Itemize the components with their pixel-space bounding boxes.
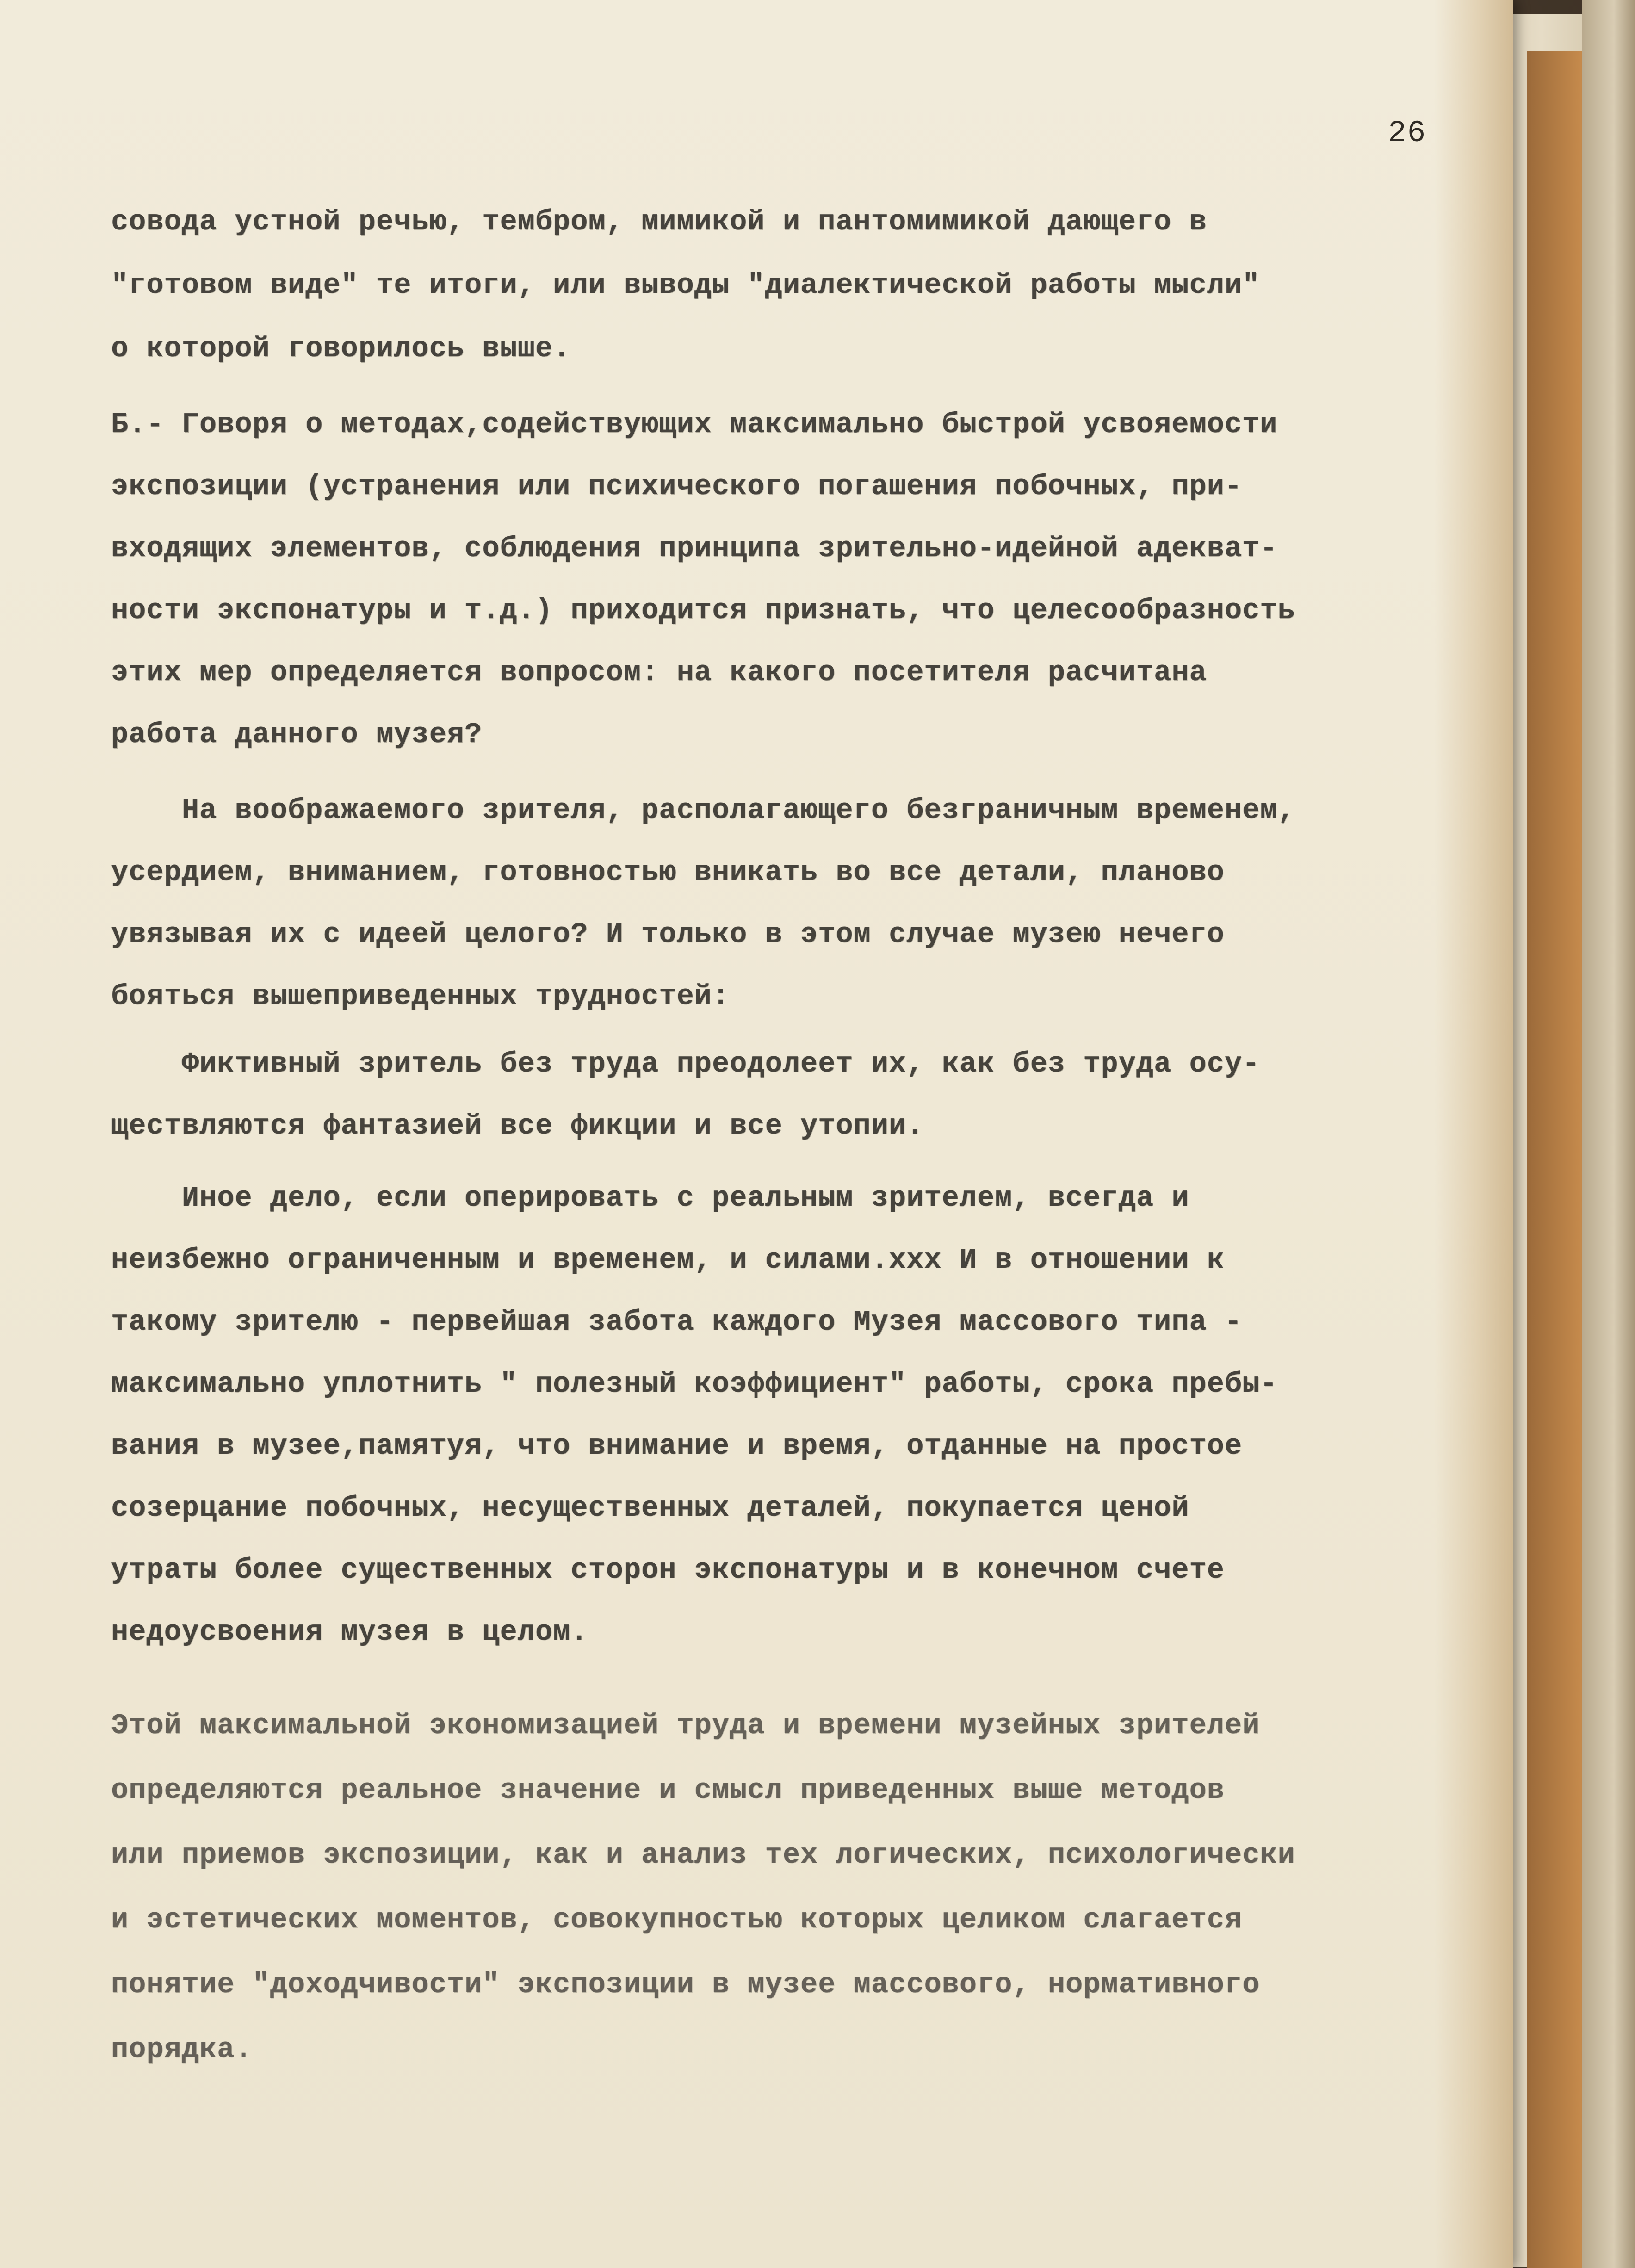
text-line: созерцание побочных, несущественных деталей, покупается ценой: [111, 1492, 1189, 1524]
text-line: или приемов экспозиции, как и анализ тех логических, психологически: [111, 1839, 1295, 1871]
sheet-worn-edge: [1434, 0, 1513, 2268]
text-line: такому зрителю - первейшая забота каждого Музея массового типа -: [111, 1306, 1243, 1338]
text-line: вания в музее,памятуя, что внимание и время, отданные на простое: [111, 1430, 1243, 1462]
text-line: усердием, вниманием, готовностью вникать во все детали, планово: [111, 856, 1225, 889]
text-line: работа данного музея?: [111, 718, 483, 751]
text-line: о которой говорилось выше.: [111, 332, 571, 365]
text-line: входящих элементов, соблюдения принципа зрительно-идейной адекват-: [111, 532, 1278, 565]
text-line: бояться вышеприведенных трудностей:: [111, 980, 730, 1013]
text-line: понятие "доходчивости" экспозиции в музее массового, нормативного: [111, 1968, 1260, 2001]
text-line: Фиктивный зритель без труда преодолеет их, как без труда осу-: [111, 1047, 1260, 1080]
text-line: порядка.: [111, 2033, 253, 2066]
text-line: экспозиции (устранения или психического погашения побочных, при-: [111, 470, 1243, 503]
text-line: этих мер определяется вопросом: на какого посетителя расчитана: [111, 656, 1207, 689]
text-line: и эстетических моментов, совокупностью которых целиком слагается: [111, 1903, 1243, 1936]
text-line: Этой максимальной экономизацией труда и времени музейных зрителей: [111, 1709, 1260, 1742]
text-line: Иное дело, если оперировать с реальным зрителем, всегда и: [111, 1182, 1189, 1215]
text-line: максимально уплотнить " полезный коэффициент" работы, срока пребы-: [111, 1368, 1278, 1400]
text-line: На воображаемого зрителя, располагающего безграничным временем,: [111, 794, 1295, 827]
underlying-page-edge: [1582, 0, 1635, 2268]
text-line: неизбежно ограниченным и временем, и силами.xxx И в отношении к: [111, 1244, 1225, 1277]
text-line: недоусвоения музея в целом.: [111, 1616, 588, 1648]
text-line: увязывая их с идеей целого? И только в этом случае музею нечего: [111, 918, 1225, 951]
text-line: ности экспонатуры и т.д.) приходится признать, что целесообразность: [111, 594, 1295, 627]
page-number: 26: [1388, 116, 1427, 150]
text-line: утраты более существенных сторон экспонатуры и в конечном счете: [111, 1554, 1225, 1586]
text-line: Б.- Говоря о методах,содействующих максимально быстрой усвояемости: [111, 408, 1278, 441]
text-line: совода устной речью, тембром, мимикой и пантомимикой дающего в: [111, 205, 1207, 238]
text-line: ществляются фантазией все фикции и все утопии.: [111, 1109, 924, 1142]
text-line: определяются реальное значение и смысл приведенных выше методов: [111, 1774, 1225, 1807]
text-line: "готовом виде" те итоги, или выводы "диалектической работы мысли": [111, 269, 1260, 302]
